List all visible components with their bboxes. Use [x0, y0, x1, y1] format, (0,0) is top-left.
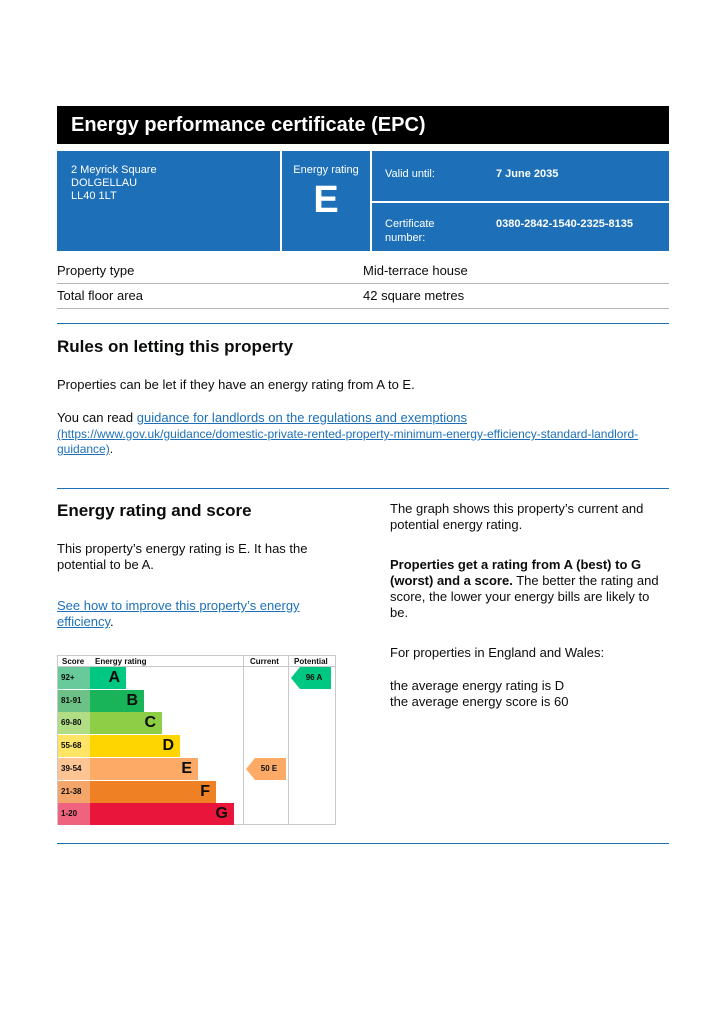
band-score-d: 55-68: [58, 735, 90, 757]
rating-explanation-rest: The better the rating and score, the lower your energy bills are likely to be.: [390, 573, 659, 620]
address-line-3: LL40 1LT: [71, 190, 117, 202]
address-line-2: DOLGELLAU: [71, 177, 138, 189]
band-bar-g: G: [90, 803, 234, 825]
band-score-a: 92+: [58, 667, 90, 689]
chart-header-potential: Potential: [294, 657, 328, 666]
floor-area-value: 42 square metres: [363, 288, 465, 303]
certificate-label-line1: Certificate: [385, 218, 435, 230]
band-score-e: 39-54: [58, 758, 90, 780]
floor-area-row: [57, 284, 669, 309]
energy-rating-label: Energy rating: [293, 164, 359, 176]
certificate-number-block: [372, 203, 669, 251]
valid-until-value: 7 June 2035: [496, 168, 559, 180]
certificate-label-line2: number:: [385, 232, 426, 244]
address-block: [57, 151, 280, 251]
chart-header-score: Score: [62, 657, 85, 666]
energy-rating-block: [282, 151, 370, 251]
improve-efficiency-link[interactable]: See how to improve this property’s energy efficiency: [57, 598, 300, 629]
potential-rating-arrow-label: 96 A: [305, 673, 323, 682]
property-type-value: Mid-terrace house: [363, 263, 468, 278]
band-score-f: 21-38: [58, 781, 90, 803]
graph-explanation: The graph shows this property’s current and potential energy rating.: [390, 501, 644, 532]
current-rating-arrow-label: 50 E: [260, 763, 278, 773]
certificate-summary: [57, 151, 669, 251]
band-bar-d: D: [90, 735, 180, 757]
band-score-c: 69-80: [58, 712, 90, 734]
band-bar-b: B: [90, 690, 144, 712]
certificate-number-value: 0380-2842-1540-2325-8135: [496, 218, 634, 230]
band-score-g: 1-20: [58, 803, 90, 825]
page-title: Energy performance certificate (EPC): [57, 106, 669, 144]
floor-area-label: Total floor area: [57, 288, 143, 303]
energy-rating-value: E: [313, 179, 339, 221]
average-score-text: the average energy score is 60: [390, 694, 569, 709]
valid-until-label: Valid until:: [385, 168, 435, 180]
current-rating-arrow: [246, 758, 286, 780]
energy-heading: Energy rating and score: [57, 501, 252, 520]
section-divider: [57, 488, 669, 489]
guidance-url-line-2[interactable]: guidance): [57, 442, 110, 456]
letting-heading: Rules on letting this property: [57, 337, 294, 356]
average-rating-text: the average energy rating is D: [390, 678, 565, 693]
energy-rating-chart: [57, 655, 336, 825]
band-bar-f: F: [90, 781, 216, 803]
guidance-url: [57, 427, 669, 457]
property-type-label: Property type: [57, 263, 135, 278]
valid-until-block: [372, 151, 669, 201]
guidance-suffix: .: [109, 442, 114, 456]
england-wales-text: For properties in England and Wales:: [390, 645, 605, 660]
chart-header-current: Current: [250, 657, 279, 666]
rating-explanation-bold: Properties get a rating from A (best) to G (worst) and a score.: [390, 557, 642, 588]
band-bar-e: E: [90, 758, 198, 780]
guidance-url-line-1[interactable]: (https://www.gov.uk/guidance/domestic-private-rented-property-minimum-energy-efficiency-standard-landlord-: [57, 427, 639, 441]
rating-explanation: [390, 557, 670, 621]
chart-column-divider: [243, 656, 244, 824]
property-type-row: [57, 259, 669, 284]
improve-paragraph: [57, 598, 327, 630]
potential-rating-arrow: [291, 667, 331, 689]
letting-paragraph: Properties can be let if they have an energy rating from A to E.: [57, 377, 415, 392]
section-divider: [57, 323, 669, 324]
letting-guidance-paragraph: [57, 410, 669, 426]
improve-suffix: .: [110, 614, 114, 629]
band-bar-a: A: [90, 667, 126, 689]
energy-rating-paragraph: This property’s energy rating is E. It has the potential to be A.: [57, 541, 308, 572]
chart-column-divider: [288, 656, 289, 824]
guidance-prefix: You can read: [57, 410, 137, 425]
band-bar-c: C: [90, 712, 162, 734]
guidance-link[interactable]: guidance for landlords on the regulations and exemptions: [136, 410, 468, 425]
section-divider: [57, 843, 669, 844]
band-score-b: 81-91: [58, 690, 90, 712]
address-line-1: 2 Meyrick Square: [71, 164, 157, 176]
chart-header-rating: Energy rating: [95, 657, 147, 666]
